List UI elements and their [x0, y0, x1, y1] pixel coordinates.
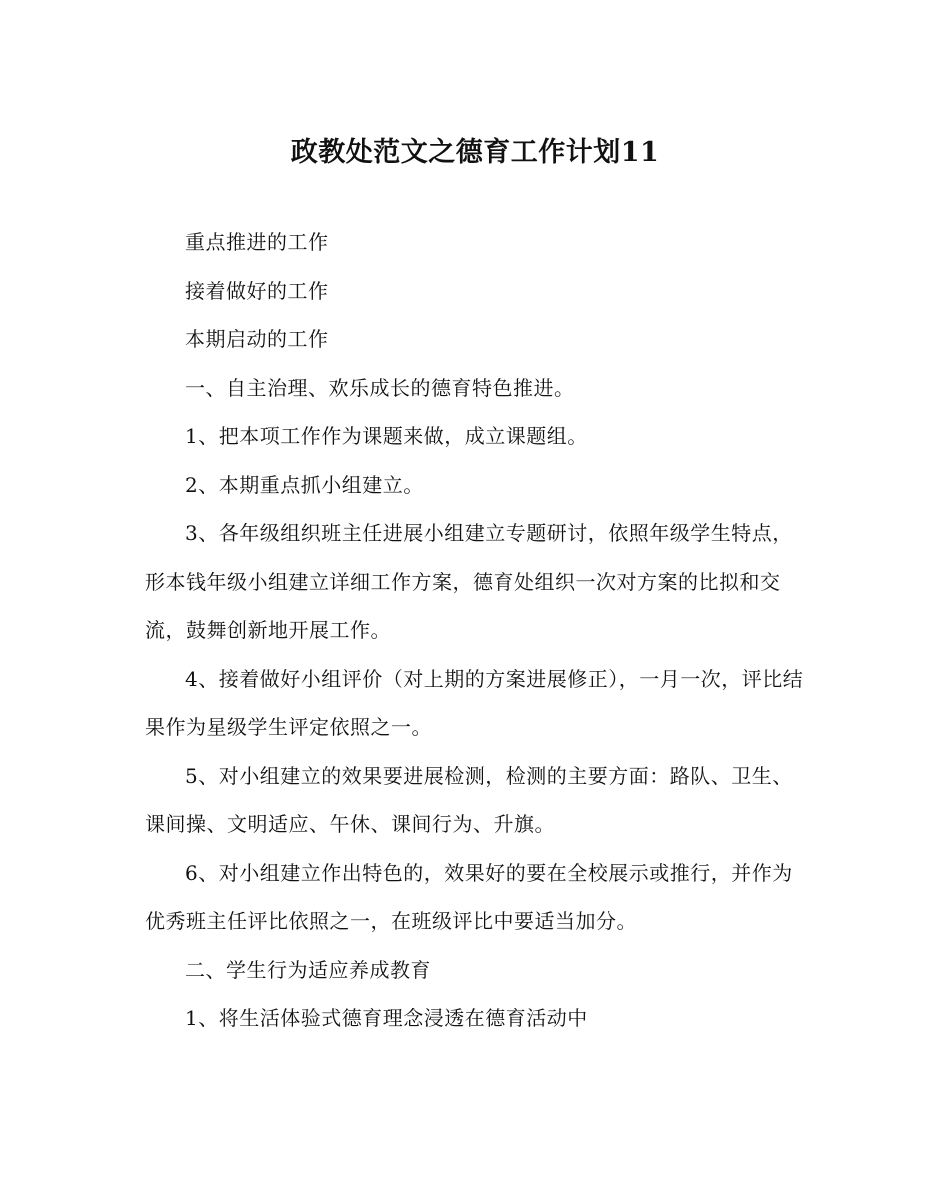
paragraph: 1、把本项工作作为课题来做，成立课题组。 — [185, 424, 588, 448]
document-title: 政教处范文之德育工作计划11 — [290, 137, 660, 168]
paragraph: 6、对小组建立作出特色的，效果好的要在全校展示或推行，并作为优秀班主任评比依照之一，在班级评比中要适当加分。 — [145, 860, 793, 933]
paragraph: 3、各年级组织班主任进展小组建立专题研讨，依照年级学生特点，形本钱年级小组建立详细工作方案，德育处组织一次对方案的比拟和交流，鼓舞创新地开展工作。 — [145, 521, 793, 642]
document-body — [145, 218, 805, 1043]
paragraph: 接着做好的工作 — [185, 278, 329, 303]
paragraph: 重点推进的工作 — [185, 230, 329, 254]
paragraph: 二、学生行为适应养成教育 — [185, 957, 431, 982]
paragraph: 1、将生活体验式德育理念浸透在德育活动中 — [185, 1006, 588, 1030]
paragraph: 一、自主治理、欢乐成长的德育特色推进。 — [185, 375, 575, 400]
paragraph: 5、对小组建立的效果要进展检测，检测的主要方面：路队、卫生、课间操、文明适应、午休、课间行为、升旗。 — [145, 763, 793, 836]
paragraph: 本期启动的工作 — [185, 327, 329, 351]
paragraph: 2、本期重点抓小组建立。 — [185, 472, 424, 497]
paragraph: 4、接着做好小组评价（对上期的方案进展修正），一月一次，评比结果作为星级学生评定依照之一。 — [145, 666, 804, 739]
